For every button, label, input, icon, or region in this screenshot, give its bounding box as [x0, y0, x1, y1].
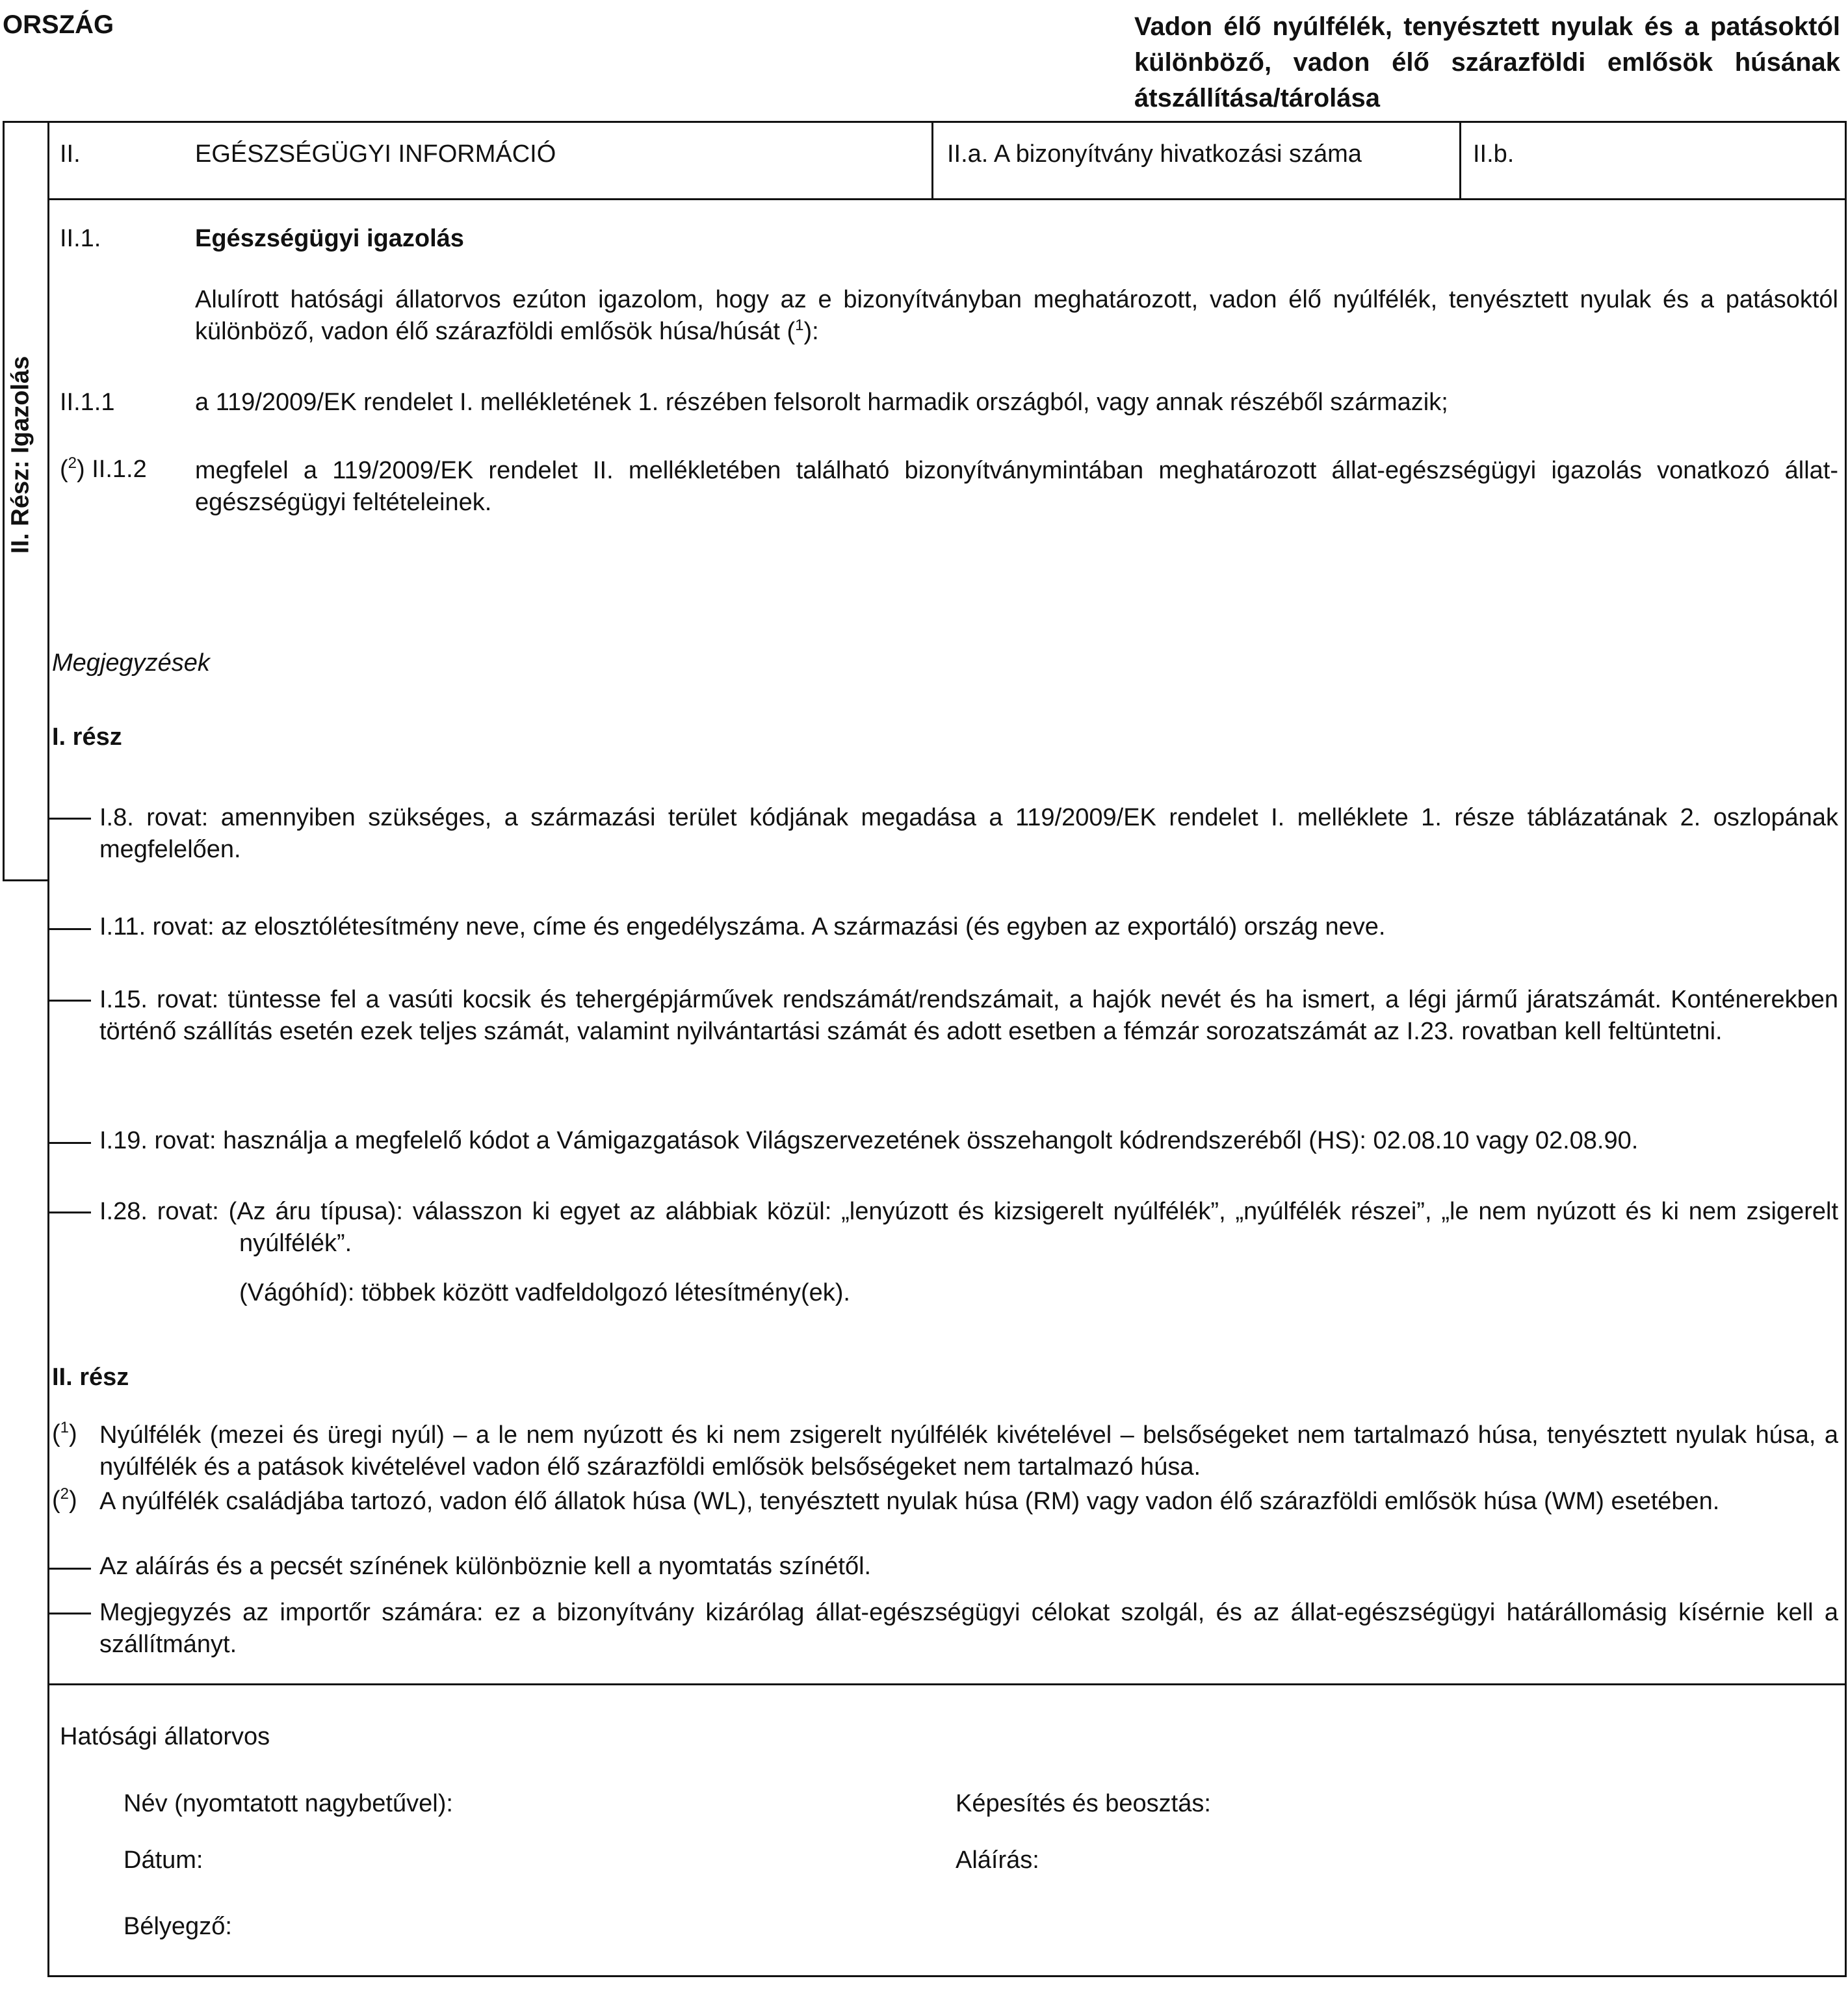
frame-left-line	[3, 121, 5, 881]
frame-top-line	[3, 121, 1847, 123]
title-line-1: Vadon élő nyúlfélék, tenyésztett nyulak és a patásoktól	[1134, 12, 1840, 41]
notes-part1-title: I. rész	[52, 723, 122, 751]
header-divider-2	[1459, 121, 1461, 200]
note-i11: I.11. rovat: az elosztólétesítmény neve, címe és engedélyszáma. A származási (és egyben az exportáló) ország neve.	[99, 913, 1386, 940]
header-cell-number: II.	[60, 140, 81, 168]
header-cell-iib: II.b.	[1473, 140, 1515, 168]
frame-inner-left-line	[47, 121, 49, 1977]
notes-title: Megjegyzések	[52, 649, 210, 677]
title-line-2: különböző, vadon élő szárazföldi emlősök húsának	[1134, 48, 1840, 77]
notes-bottom-line	[47, 1683, 1847, 1685]
header-divider-1	[931, 121, 933, 200]
note-importer: Megjegyzés az importőr számára: ez a bizonyítvány kizárólag állat-egészségügyi célokat szolgál, és az állat-egészségügyi határállomásig kísérnie kell a szállítmányt.	[99, 1599, 1838, 1658]
note-i19: I.19. rovat: használja a megfelelő kódot a Vámigazgatások Világszervezetének összehangolt kódrendszeréből (HS): 02.08.10 vagy 02.08.90.	[99, 1127, 1639, 1154]
item-1-number	[60, 388, 115, 418]
header-cell-title: EGÉSZSÉGÜGYI INFORMÁCIÓ	[195, 140, 556, 168]
header-cell-reference: II.a. A bizonyítvány hivatkozási száma	[947, 140, 1362, 168]
side-label-text: II. Rész: Igazolás	[7, 356, 34, 554]
document-title	[1134, 9, 1840, 116]
section-title: Egészségügyi igazolás	[195, 225, 464, 252]
item-2-text: megfelel a 119/2009/EK rendelet II. mellékletében található bizonyítványmintában meghatározott állat-egészségügyi igazolás vonatkozó állat-egészségügyi feltételeinek.	[195, 457, 1838, 516]
dash-bullet	[49, 1142, 91, 1144]
notes-part2-title: II. rész	[52, 1364, 129, 1391]
note-i28: I.28. rovat: (Az áru típusa): válasszon ki egyet az alábbiak közül: „lenyúzott és kizsigerelt nyúlfélék”, „nyúlfélék részei”, „le nem nyúzott és ki nem zsigerelt nyúlfélék”.	[99, 1198, 1838, 1257]
section-number: II.1.	[60, 225, 101, 252]
note-signature-color: Az aláírás és a pecsét színének különböznie kell a nyomtatás színétől.	[99, 1553, 872, 1580]
frame-side-bottom	[3, 879, 49, 881]
dash-bullet	[49, 1212, 91, 1213]
frame-right-line	[1845, 121, 1847, 1977]
signature-title: Hatósági állatorvos	[60, 1723, 270, 1750]
item-1-text: a 119/2009/EK rendelet I. mellékletének 1. részében felsorolt harmadik országból, vagy annak részéből származik;	[195, 389, 1448, 416]
title-line-3: átszállítása/tárolása	[1134, 84, 1380, 112]
footnote-1: Nyúlfélék (mezei és üregi nyúl) – a le nem nyúzott és ki nem zsigerelt nyúlfélék kivételével – belsőségeket nem tartalmazó húsa, tenyésztett nyulak húsa, a nyúlfélék és a patások kivételével vadon élő szárazföldi emlősök belsőségeket nem tartalmazó húsa.	[99, 1421, 1838, 1481]
item-1-number-text: II.1.1	[60, 389, 115, 416]
dash-bullet	[49, 928, 91, 930]
item-2-number-text: ) II.1.2	[77, 456, 147, 483]
stamp-field-label: Bélyegző:	[124, 1913, 232, 1940]
fn1-marker: ($^1$)	[52, 1419, 77, 1447]
frame-bottom-line	[47, 1975, 1847, 1977]
section-intro-end: ):	[803, 318, 819, 345]
item-2-footnote: 2	[68, 454, 77, 472]
name-field-label: Név (nyomtatott nagybetűvel):	[124, 1790, 453, 1817]
header-row-bottom	[47, 198, 1847, 200]
country-label: ORSZÁG	[3, 10, 114, 39]
note-i8: I.8. rovat: amennyiben szükséges, a származási terület kódjának megadása a 119/2009/EK rendelet I. melléklete 1. része táblázatának 2. oszlopának megfelelően.	[99, 804, 1838, 863]
fn2-sup: 2	[60, 1485, 70, 1503]
section-intro	[195, 284, 1838, 348]
qualification-field-label: Képesítés és beosztás:	[956, 1790, 1211, 1817]
dash-bullet	[49, 1613, 91, 1614]
side-label	[9, 260, 33, 650]
date-field-label: Dátum:	[124, 1847, 203, 1874]
item-2-number-pre: (	[60, 456, 68, 483]
fn1-sup: 1	[60, 1419, 70, 1436]
section-intro-footnote: 1	[795, 317, 804, 334]
signature-field-label: Aláírás:	[956, 1847, 1039, 1874]
dash-bullet	[49, 818, 91, 820]
fn2-marker: ($^2$)	[52, 1485, 77, 1514]
note-i28-sub: (Vágóhíd): többek között vadfeldolgozó létesítmény(ek).	[239, 1279, 850, 1306]
dash-bullet	[49, 1000, 91, 1002]
section-intro-text: Alulírott hatósági állatorvos ezúton igazolom, hogy az e bizonyítványban meghatározott, vadon élő nyúlfélék, tenyésztett nyulak és a patásoktól különböző, vadon élő szárazföldi emlősök húsa/húsát (	[195, 286, 1838, 345]
item-2-number	[60, 455, 147, 485]
footnote-2: A nyúlfélék családjába tartozó, vadon élő állatok húsa (WL), tenyésztett nyulak húsa (RM) vagy vadon élő szárazföldi emlősök húsa (WM) esetében.	[99, 1488, 1720, 1515]
note-i15: I.15. rovat: tüntesse fel a vasúti kocsik és tehergépjárművek rendszámát/rendszámait, a hajók nevét és ha ismert, a légi jármű járatszámát. Konténerekben történő szállítás esetén ezek teljes számát, valamint nyilvántartási számát és adott esetben a fémzár sorozatszámát az I.23. rovatban kell feltüntetni.	[99, 986, 1838, 1045]
dash-bullet	[49, 1568, 91, 1570]
